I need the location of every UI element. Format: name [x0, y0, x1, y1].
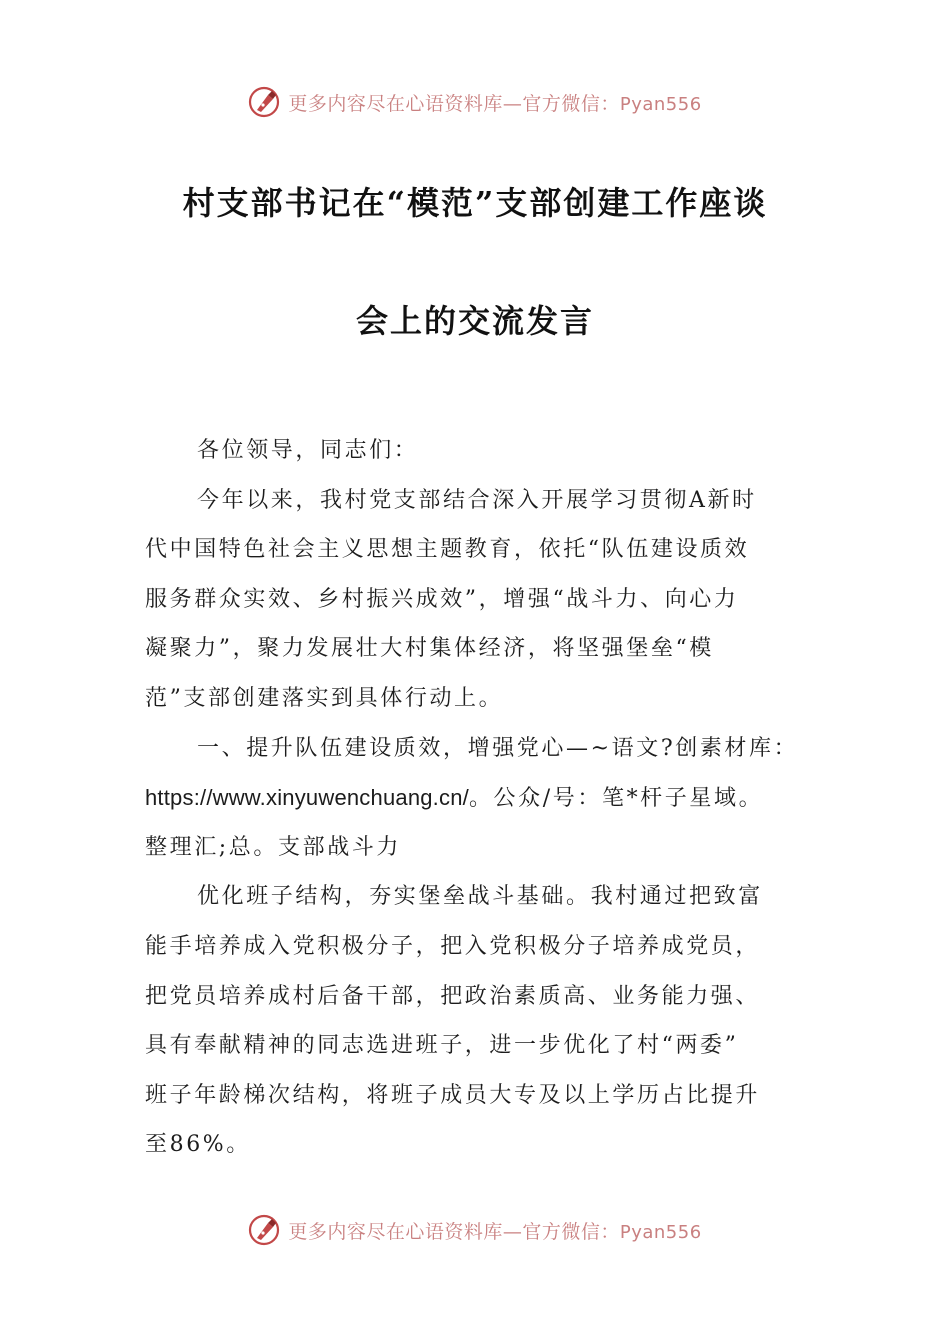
section-heading: 一、提升队伍建设质效，增强党心—~语文?创素材库：	[197, 735, 799, 761]
watermark-text: 更多内容尽在心语资料库—官方微信：Pyan556	[288, 1220, 702, 1243]
salutation: 各位领导，同志们：	[197, 438, 419, 463]
document-title-line-1: 村支部书记在“模范”支部创建工作座谈	[182, 184, 768, 222]
paragraph-line: 范”支部创建落实到具体行动上。	[145, 685, 504, 711]
pen-nib-icon	[248, 1213, 282, 1247]
paragraph-line: 至86%。	[145, 1132, 251, 1158]
paragraph-text: 。公众/号：笔*杆子星域。	[468, 786, 764, 812]
paragraph-line: 班子年龄梯次结构，将班子成员大专及以上学历占比提升	[145, 1082, 761, 1108]
footer-watermark	[0, 1210, 950, 1250]
paragraph-line: 整理汇;总。支部战斗力	[145, 834, 402, 860]
watermark-wechat-id: Pyan556	[619, 1221, 702, 1243]
paragraph-line: 服务群众实效、乡村振兴成效”，增强“战斗力、向心力	[145, 586, 739, 612]
paragraph-line: 今年以来，我村党支部结合深入开展学习贯彻A新时	[197, 487, 757, 513]
paragraph-line: 代中国特色社会主义思想主题教育，依托“队伍建设质效	[145, 537, 750, 563]
pen-nib-icon	[248, 85, 282, 119]
document-title-line-2: 会上的交流发言	[355, 302, 594, 340]
paragraph-line: 优化班子结构，夯实堡垒战斗基础。我村通过把致富	[197, 884, 763, 910]
paragraph-line	[145, 773, 810, 823]
header-watermark	[0, 82, 950, 122]
document-body	[145, 426, 810, 1170]
paragraph-line: 能手培养成入党积极分子，把入党积极分子培养成党员，	[145, 933, 761, 959]
url-text: https://www.xinyuwenchuang.cn/	[145, 785, 469, 811]
paragraph-line: 具有奉献精神的同志选进班子，进一步优化了村“两委”	[145, 1033, 739, 1059]
watermark-wechat-id: Pyan556	[619, 93, 702, 115]
paragraph-line: 凝聚力”，聚力发展壮大村集体经济，将坚强堡垒“模	[145, 636, 714, 662]
watermark-text: 更多内容尽在心语资料库—官方微信：Pyan556	[288, 92, 702, 115]
paragraph-line: 把党员培养成村后备干部，把政治素质高、业务能力强、	[145, 983, 761, 1009]
